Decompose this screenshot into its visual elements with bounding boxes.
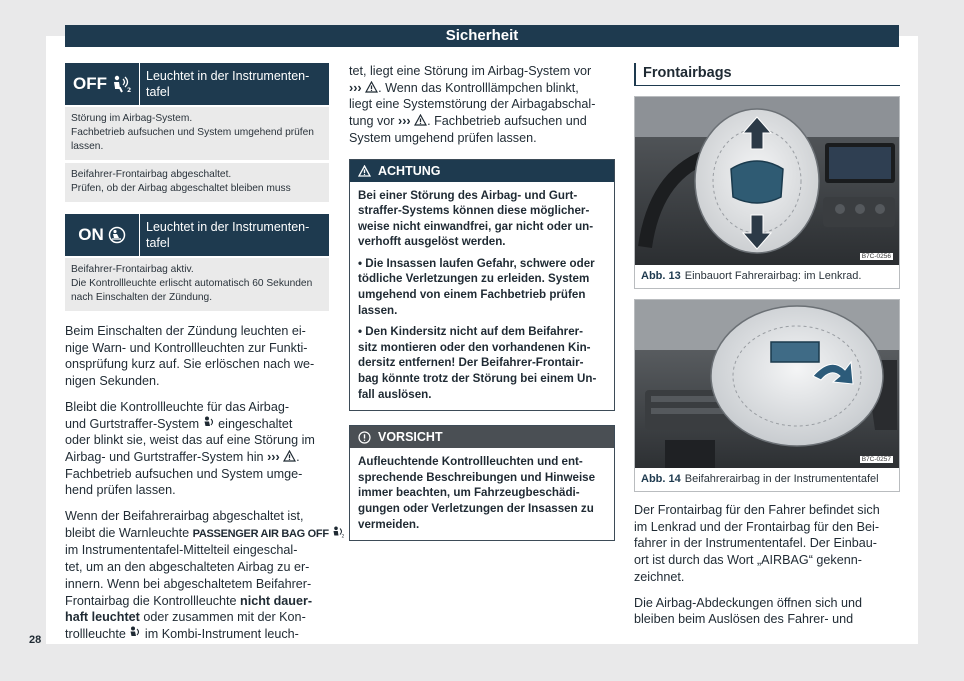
text-line: immer beachten, um Fahrzeugbeschädi- — [358, 486, 580, 500]
airbag-off-icon — [65, 63, 140, 105]
lamp-icon-text: OFF — [73, 74, 107, 93]
text-line: tödliche Verletzungen zu erleiden. System — [358, 272, 590, 286]
figure-caption-text: Beifahrerairbag in der Instrumententafel — [684, 473, 879, 485]
paragraph-passenger-airbag-off — [65, 508, 345, 643]
row-line: Beifahrer-Frontairbag abgeschaltet. — [71, 169, 232, 180]
text-line: innern. Wenn bei abgeschaltetem Beifahrer- — [65, 576, 312, 591]
text-line — [65, 609, 329, 626]
bold-run: nicht dauer- — [240, 593, 313, 608]
warning-box-body — [350, 182, 614, 411]
section-title: Frontairbags — [634, 63, 900, 86]
caution-box-body — [350, 448, 614, 540]
text-line: tet, um an den abgeschalteten Airbag zu er- — [65, 560, 310, 575]
lamp-table-header — [65, 214, 329, 256]
title-line: tafel — [146, 85, 170, 99]
text-run: bleibt die Warnleuchte — [65, 525, 190, 540]
column-2 — [349, 63, 615, 541]
text-line: • Den Kindersitz nicht auf dem Beifahrer- — [358, 325, 584, 339]
cross-reference-link[interactable]: ››› — [398, 114, 411, 129]
warning-triangle-icon — [358, 165, 371, 177]
row-line: Prüfen, ob der Airbag abgeschaltet bleiben muss — [71, 183, 291, 194]
text-line: oder blinkt sie, weist das auf eine Störung im — [65, 433, 315, 448]
text-line — [65, 525, 345, 543]
text-line: Fachbetrieb aufsuchen und System umge- — [65, 466, 303, 481]
text-line: tet, liegt eine Störung im Airbag-System vor — [349, 64, 592, 78]
warning-box — [349, 159, 615, 412]
text-line: ort ist durch das Wort „AIRBAG“ gekenn- — [634, 553, 862, 568]
warning-paragraph — [358, 188, 606, 250]
caution-box — [349, 425, 615, 541]
passenger-airbag-icon — [111, 75, 131, 93]
text-line: gungen oder Verletzungen der Insassen zu — [358, 502, 594, 516]
row-line: Störung im Airbag-System. — [71, 113, 193, 124]
caution-box-title: VORSICHT — [378, 430, 443, 445]
figure-caption-text: Einbauort Fahrerairbag: im Lenkrad. — [684, 270, 862, 282]
row-line: lassen. — [71, 141, 104, 152]
warning-paragraph — [358, 324, 606, 402]
figure-caption — [635, 468, 899, 491]
text-line: fahrer in der Instrumententafel. Der Einbau- — [634, 536, 877, 551]
paragraph-airbag-lamp — [65, 399, 329, 499]
cross-reference-link[interactable]: ››› — [349, 80, 362, 95]
paragraph-frontairbags — [634, 502, 900, 586]
column-1 — [65, 63, 345, 652]
passenger-airbag-illustration — [635, 300, 899, 468]
text-line: Bei einer Störung des Airbag- und Gurt- — [358, 188, 578, 202]
caution-paragraph — [358, 454, 606, 532]
row-line: nach Einschalten der Zündung. — [71, 292, 213, 303]
text-line: bag könnte trotz der Störung bei einem Un- — [358, 372, 597, 386]
text-line: verhofft ausgelöst werden. — [358, 235, 506, 249]
text-line: liegt eine Systemstörung der Airbagabschal- — [349, 97, 596, 112]
text-line: bleiben beim Auslösen des Fahrer- und — [634, 612, 854, 627]
figure-caption — [635, 265, 899, 288]
seatbelt-airbag-icon — [129, 626, 141, 639]
lamp-table-on — [65, 214, 329, 311]
text-line: straffer-Systems können diese möglicher- — [358, 204, 590, 218]
text-run: im Kombi-Instrument leuch- — [144, 626, 299, 641]
column-3 — [634, 63, 900, 637]
info-circle-icon — [358, 431, 371, 444]
page-number: 28 — [29, 634, 42, 646]
paragraph-intro — [65, 323, 329, 390]
text-run: und Gurtstraffer-System — [65, 416, 200, 431]
text-line: Die Airbag-Abdeckungen öffnen sich und — [634, 595, 863, 610]
section-header: Sicherheit — [65, 25, 899, 47]
child-seat-icon — [108, 226, 126, 244]
seatbelt-airbag-icon — [203, 416, 215, 429]
warning-paragraph — [358, 256, 606, 318]
text-line: nige Warn- und Kontrollleuchten zur Funkti- — [65, 340, 308, 355]
text-line: weise nicht einwandfrei, gar nicht oder un- — [358, 219, 594, 233]
text-line: Wenn der Beifahrerairbag abgeschaltet ist, — [65, 509, 304, 524]
paragraph-continued — [349, 63, 615, 147]
figure-driver-airbag — [634, 96, 900, 289]
text-line: Der Frontairbag für den Fahrer befindet sich — [634, 503, 880, 517]
row-line: Fachbetrieb aufsuchen und System umgehend prüfen — [71, 127, 314, 138]
text-line: lassen. — [358, 303, 398, 317]
warning-triangle-icon — [414, 114, 427, 126]
text-line — [65, 593, 329, 610]
text-line: umgehend von einem Fachbetrieb prüfen — [358, 288, 586, 302]
text-line: Aufleuchtende Kontrollleuchten und ent- — [358, 455, 583, 469]
driver-airbag-illustration — [635, 97, 899, 265]
text-line — [65, 626, 329, 643]
warning-box-title: ACHTUNG — [378, 163, 441, 178]
text-line: vermeiden. — [358, 517, 420, 531]
figure-code: B7C-0257 — [861, 456, 891, 463]
row-line: Beifahrer-Frontairbag aktiv. — [71, 264, 194, 275]
text-run: . Fachbetrieb aufsuchen und — [427, 114, 587, 129]
caution-box-header — [350, 426, 614, 448]
text-line: onsprüfung kurz auf. Sie erlöschen nach we- — [65, 357, 315, 372]
paragraph-airbag-covers — [634, 595, 900, 628]
svg-text:2: 2 — [341, 534, 345, 538]
svg-text:2: 2 — [127, 87, 131, 93]
text-line: zeichnet. — [634, 569, 685, 584]
text-run: trollleuchte — [65, 626, 126, 641]
lamp-table-header — [65, 63, 329, 105]
passenger-airbag-off-label: PASSENGER AIR BAG OFF — [192, 527, 329, 540]
text-line: System umgehend prüfen lassen. — [349, 130, 537, 145]
text-run: tung vor — [349, 114, 395, 129]
bold-run: haft leuchtet — [65, 610, 140, 625]
lamp-table-row — [65, 105, 329, 160]
text-run: . Wenn das Kontrolllämpchen blinkt, — [378, 80, 579, 95]
lamp-table-row — [65, 160, 329, 202]
warning-triangle-icon — [365, 81, 378, 93]
text-line — [349, 113, 615, 130]
text-line: Beim Einschalten der Zündung leuchten ei- — [65, 324, 306, 338]
text-line: Bleibt die Kontrollleuchte für das Airbag- — [65, 399, 290, 414]
text-run: Airbag- und Gurtstraffer-System hin — [65, 449, 264, 464]
lamp-table-title — [140, 214, 329, 256]
cross-reference-link[interactable]: ››› — [267, 449, 280, 464]
text-line: nigen Sekunden. — [65, 374, 160, 389]
text-line — [349, 80, 615, 97]
lamp-icon-text: ON — [78, 225, 104, 244]
text-line: sprechende Beschreibungen und Hinweise — [358, 470, 596, 484]
text-run: eingeschaltet — [218, 416, 293, 431]
figure-passenger-airbag — [634, 299, 900, 492]
text-line: Airbag- und Gurtstraffer-System hin ››› . — [65, 449, 300, 464]
text-line: hend prüfen lassen. — [65, 483, 176, 498]
text-line: im Instrumententafel-Mittelteil eingeschal- — [65, 543, 298, 558]
text-run: oder zusammen mit der Kon- — [143, 610, 306, 625]
title-line: Leuchtet in der Instrumenten- — [146, 220, 310, 234]
figure-code: B7C-0256 — [861, 253, 891, 260]
lamp-table-off — [65, 63, 329, 202]
warning-triangle-icon — [283, 450, 296, 462]
warning-box-header — [350, 160, 614, 182]
lamp-table-row — [65, 256, 329, 311]
figure-number: Abb. 14 — [641, 473, 681, 485]
figure-number: Abb. 13 — [641, 270, 681, 282]
text-line: dersitz entfernen! Der Beifahrer-Frontair- — [358, 356, 584, 370]
text-line — [65, 416, 329, 433]
text-line: im Lenkrad und der Frontairbag für den Bei- — [634, 519, 880, 534]
passenger-airbag-icon — [332, 526, 345, 538]
lamp-table-title — [140, 63, 329, 105]
airbag-on-icon — [65, 214, 140, 256]
text-run: Frontairbag die Kontrollleuchte — [65, 593, 237, 608]
text-line: • Die Insassen laufen Gefahr, schwere oder — [358, 256, 595, 270]
text-line: sitz montieren oder den vorhandenen Kin- — [358, 340, 591, 354]
title-line: Leuchtet in der Instrumenten- — [146, 69, 310, 83]
title-line: tafel — [146, 236, 170, 250]
row-line: Die Kontrollleuchte erlischt automatisch 60 Sekunden — [71, 278, 313, 289]
text-line: fall auslösen. — [358, 387, 432, 401]
